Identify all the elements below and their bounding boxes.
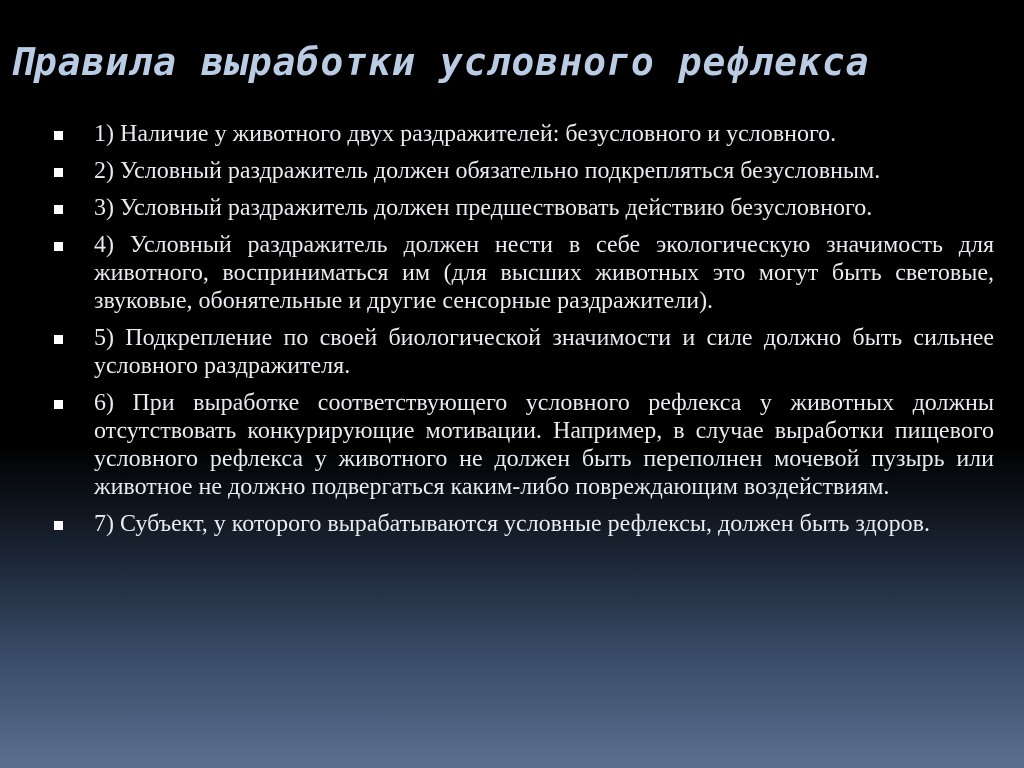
list-item-text: 7) Субъект, у которого вырабатываются условные рефлексы, должен быть здоров. [94, 511, 930, 537]
list-item-text: 5) Подкрепление по своей биологической значимости и силе должно быть сильнее условного раздражителя. [94, 325, 994, 379]
list-item [54, 231, 994, 315]
list-item-text: 3) Условный раздражитель должен предшествовать действию безусловного. [94, 195, 873, 221]
list-item-text: 2) Условный раздражитель должен обязательно подкрепляться безусловным. [94, 158, 881, 184]
list-item [54, 324, 994, 380]
list-item [54, 194, 994, 222]
list-item [54, 120, 994, 148]
list-item-text: 4) Условный раздражитель должен нести в себе экологическую значимость для животного, восприниматься им (для высших животных это могут быть световые, звуковые, обонятельные и другие сенсорные раздражители). [94, 232, 994, 314]
list-item [54, 157, 994, 185]
rules-list [54, 120, 994, 547]
square-bullet-icon [54, 131, 63, 140]
list-item [54, 510, 994, 538]
square-bullet-icon [54, 242, 63, 251]
slide-title: Правила выработки условного рефлекса [10, 40, 870, 84]
square-bullet-icon [54, 400, 63, 409]
list-item [54, 389, 994, 501]
square-bullet-icon [54, 335, 63, 344]
square-bullet-icon [54, 205, 63, 214]
list-item-text: 1) Наличие у животного двух раздражителей: безусловного и условного. [94, 121, 837, 147]
square-bullet-icon [54, 168, 63, 177]
square-bullet-icon [54, 521, 63, 530]
list-item-text: 6) При выработке соответствующего условного рефлекса у животных должны отсутствовать конкурирующие мотивации. Например, в случае выработки пищевого условного рефлекса у животного не должен быть переполнен мочевой пузырь или животное не должно подвергаться каким-либо повреждающим воздействиям. [94, 390, 994, 500]
